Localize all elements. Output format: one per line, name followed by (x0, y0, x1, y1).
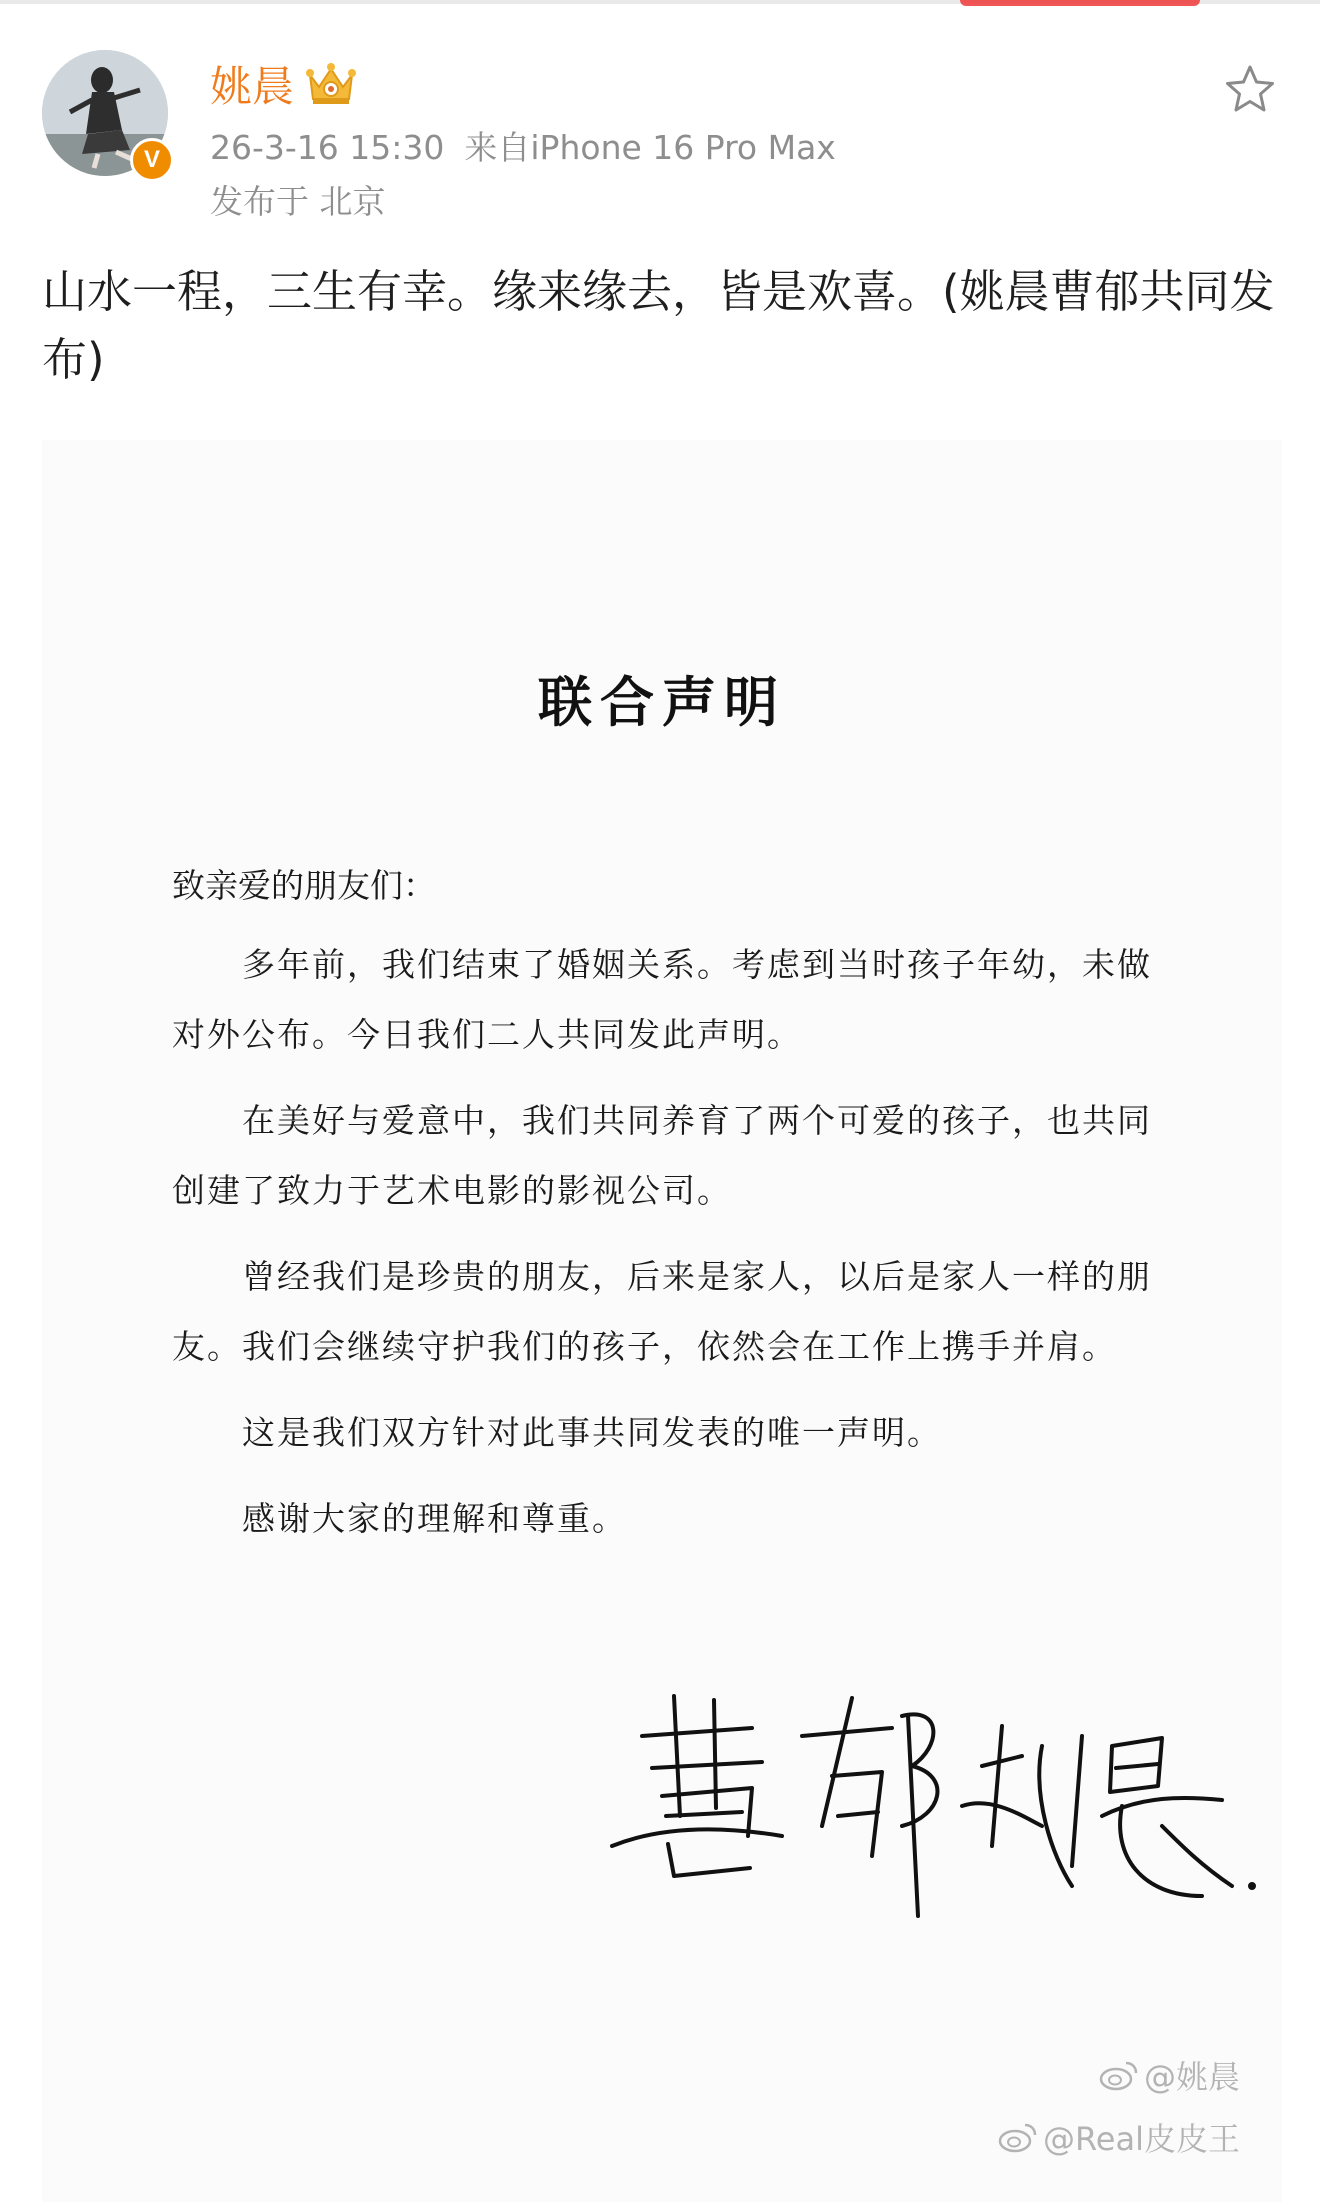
watermark-secondary-text: @Real皮皮王 (1043, 2120, 1240, 2158)
watermark-primary-text: @姚晨 (1143, 2058, 1240, 2096)
verified-badge-icon: V (130, 138, 174, 182)
statement-paragraph: 多年前，我们结束了婚姻关系。考虑到当时孩子年幼，未做对外公布。今日我们二人共同发此声明。 (172, 945, 1152, 1054)
weibo-logo-icon (1098, 2059, 1138, 2091)
statement-paragraph: 这是我们双方针对此事共同发表的唯一声明。 (242, 1413, 942, 1452)
top-accent-bar (960, 0, 1200, 6)
statement-paragraph: 在美好与爱意中，我们共同养育了两个可爱的孩子，也共同创建了致力于艺术电影的影视公司。 (172, 1101, 1152, 1210)
crown-badge-icon (304, 61, 358, 107)
username-row (210, 58, 358, 110)
watermark-primary (1098, 2052, 1240, 2098)
handwritten-signature (602, 1676, 1262, 1946)
statement-salutation: 致亲爱的朋友们： (172, 866, 436, 905)
watermark-secondary (997, 2114, 1240, 2160)
avatar[interactable] (42, 50, 168, 176)
statement-paragraph: 感谢大家的理解和尊重。 (242, 1499, 627, 1538)
username[interactable]: 姚晨 (210, 62, 295, 111)
statement-title: 联合声明 (538, 670, 786, 734)
star-outline-icon[interactable] (1222, 62, 1278, 118)
statement-image[interactable] (42, 440, 1282, 2202)
statement-paragraph: 曾经我们是珍贵的朋友，后来是家人，以后是家人一样的朋友。我们会继续守护我们的孩子，依然会在工作上携手并肩。 (172, 1257, 1152, 1366)
post-location: 发布于 北京 (210, 182, 386, 221)
weibo-logo-icon (997, 2121, 1037, 2153)
post-text: 山水一程，三生有幸。缘来缘去，皆是欢喜。(姚晨曹郁共同发布) (42, 265, 1275, 386)
post-timestamp: 26-3-16 15:30 (210, 128, 445, 167)
post-meta (210, 122, 836, 169)
post-source: 来自iPhone 16 Pro Max (464, 128, 836, 167)
